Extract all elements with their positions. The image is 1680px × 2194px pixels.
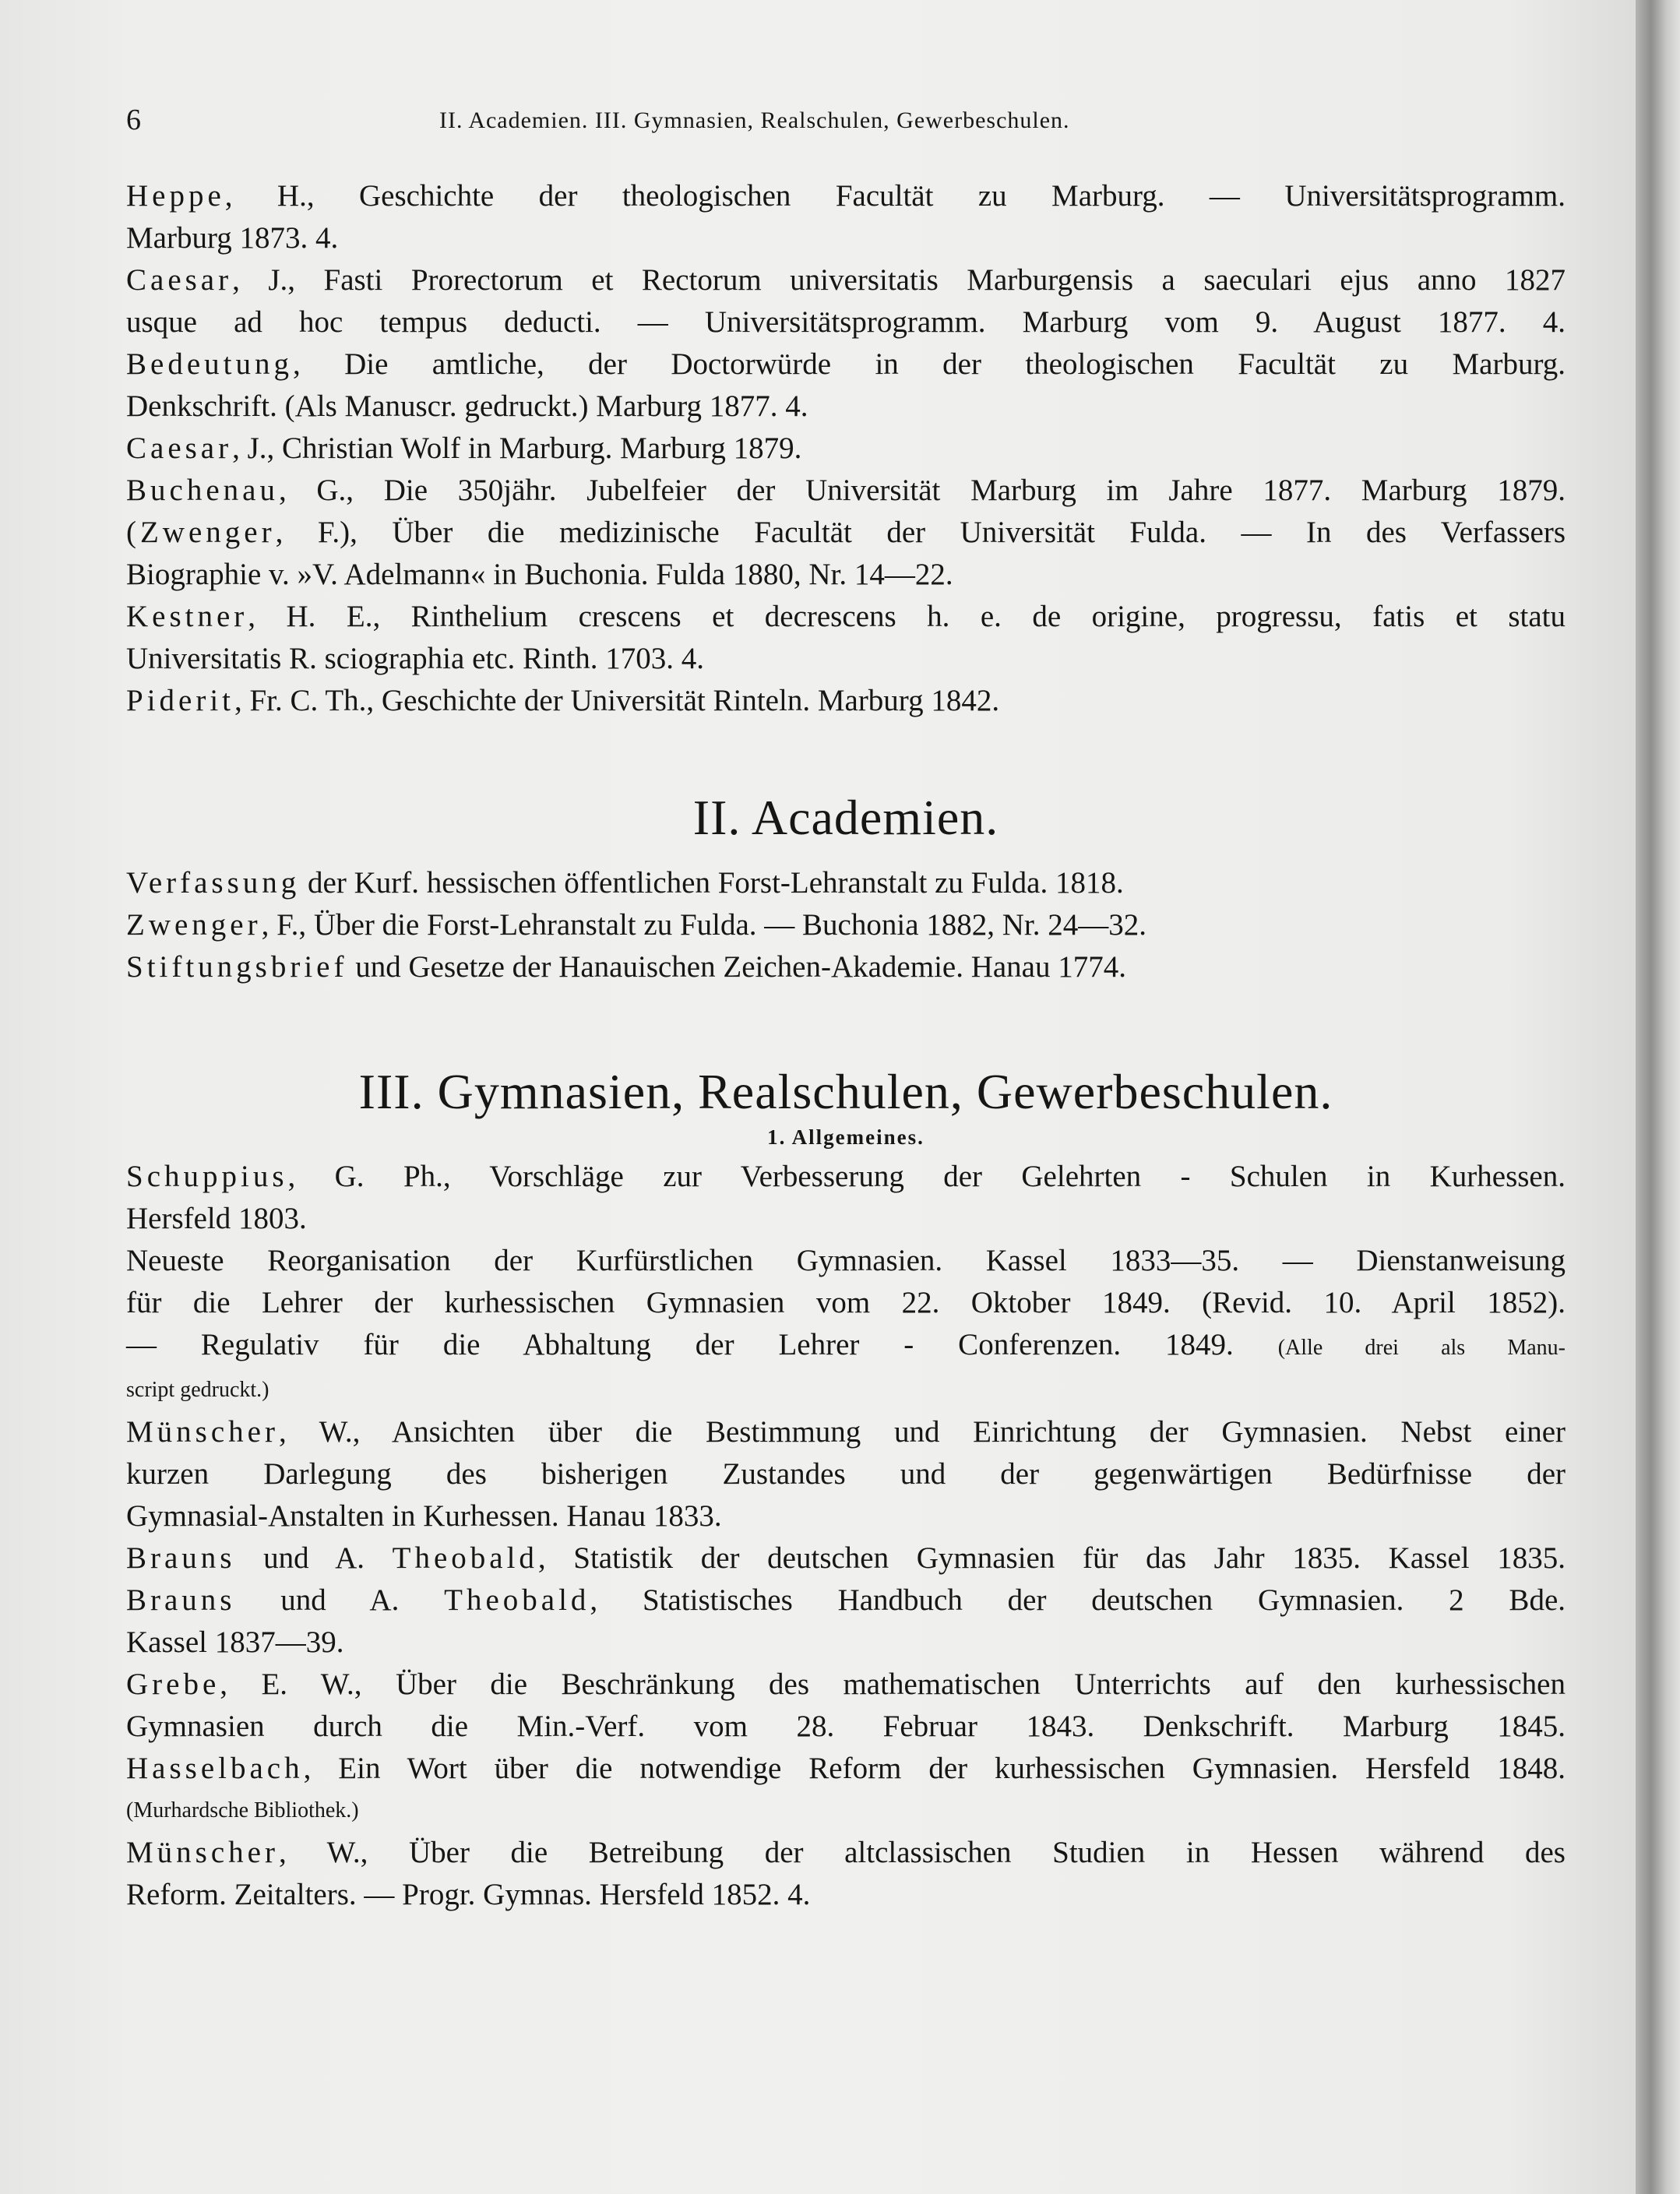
book-spine xyxy=(1636,0,1680,2194)
entry-text: Gymnasial-Anstalten in Kurhessen. Hanau 1833. xyxy=(126,1499,722,1533)
entry-author: Grebe xyxy=(126,1668,220,1701)
entry-text: usque ad hoc tempus deducti. — Universitätsprogramm. Marburg vom 9. August 1877. 4. xyxy=(126,305,1566,339)
entry-author: (Zwenger xyxy=(126,516,276,549)
entry-text: , W., Ansichten über die Bestimmung und Einrichtung der Gymnasien. Nebst einer xyxy=(278,1415,1566,1449)
bib-entry xyxy=(126,1537,1566,1579)
bib-entry xyxy=(126,1664,1566,1748)
entry-text: , Fr. C. Th., Geschichte der Universität Rinteln. Marburg 1842. xyxy=(234,684,1000,717)
bib-entry xyxy=(126,343,1566,428)
running-head: II. Academien. III. Gymnasien, Realschulen, Gewerbeschulen. xyxy=(439,107,1070,133)
entry-text: , J., Christian Wolf in Marburg. Marburg 1879. xyxy=(232,431,802,465)
entry-text: Denkschrift. (Als Manuscr. gedruckt.) Marburg 1877. 4. xyxy=(126,389,808,423)
entry-text: , H., Geschichte der theologischen Facultät zu Marburg. — Universitätsprogramm. xyxy=(224,179,1566,213)
entry-author: Kestner xyxy=(126,600,248,633)
entry-author: Piderit xyxy=(126,684,234,717)
entry-text: Gymnasien durch die Min.-Verf. vom 28. Februar 1843. Denkschrift. Marburg 1845. xyxy=(126,1710,1566,1743)
entry-text: und A. xyxy=(235,1583,445,1617)
bib-entry xyxy=(126,1748,1566,1832)
entry-author: Zwenger xyxy=(126,908,262,942)
entry-text: , E. W., Über die Beschränkung des mathematischen Unterrichts auf den kurhessischen xyxy=(220,1668,1566,1701)
entry-text: Neueste Reorganisation der Kurfürstlichen Gymnasien. Kassel 1833—35. — Dienstanweisung xyxy=(126,1244,1566,1277)
entry-text: kurzen Darlegung des bisherigen Zustandes und der gegenwärtigen Bedürfnisse der xyxy=(126,1457,1566,1491)
entry-text: , Ein Wort über die notwendige Reform der kurhessischen Gymnasien. Hersfeld 1848. xyxy=(303,1752,1566,1785)
entry-text: — Regulativ für die Abhaltung der Lehrer - Conferenzen. 1849. xyxy=(126,1328,1234,1361)
entry-author: Theobald xyxy=(392,1541,538,1575)
entry-author: Caesar xyxy=(126,431,233,465)
section-heading-gymnasien: III. Gymnasien, Realschulen, Gewerbeschulen. xyxy=(358,1064,1333,1119)
subsection-heading: 1. Allgemeines. xyxy=(767,1125,925,1149)
entry-author: Theobald xyxy=(444,1583,590,1617)
bib-entry xyxy=(126,1156,1566,1240)
entry-text: , F., Über die Forst-Lehranstalt zu Fulda. — Buchonia 1882, Nr. 24—32. xyxy=(261,908,1146,942)
entry-text: und A. xyxy=(235,1541,393,1575)
entry-text: , G., Die 350jähr. Jubelfeier der Universität Marburg im Jahre 1877. Marburg 1879. xyxy=(278,474,1566,507)
bib-entry xyxy=(126,470,1566,512)
page-header xyxy=(126,103,1567,142)
bib-entry xyxy=(126,428,1566,470)
bib-entry xyxy=(126,946,1566,988)
section-heading-academien: II. Academien. xyxy=(692,790,999,845)
bib-entry xyxy=(126,512,1566,596)
entry-note: script gedruckt.) xyxy=(126,1378,269,1402)
entry-author: Stiftungsbrief xyxy=(126,950,348,984)
entry-text: Universitatis R. sciographia etc. Rinth. 1703. 4. xyxy=(126,642,704,675)
entry-text: , Statistisches Handbuch der deutschen Gymnasien. 2 Bde. xyxy=(590,1583,1566,1617)
entry-author: Verfassung xyxy=(126,866,301,900)
entry-author: Brauns xyxy=(126,1541,236,1575)
entry-text: Marburg 1873. 4. xyxy=(126,221,339,255)
entry-author: Hasselbach xyxy=(126,1752,304,1785)
entry-text: , J., Fasti Prorectorum et Rectorum universitatis Marburgensis a saeculari ejus anno 1827 xyxy=(232,263,1566,297)
bib-entry xyxy=(126,1832,1566,1916)
bib-entry xyxy=(126,862,1566,904)
entry-text: Hersfeld 1803. xyxy=(126,1202,307,1235)
entry-author: Münscher xyxy=(126,1415,279,1449)
bib-entry xyxy=(126,175,1566,259)
entry-text: , G. Ph., Vorschläge zur Verbesserung der Gelehrten - Schulen in Kurhessen. xyxy=(287,1160,1566,1193)
bib-entry xyxy=(126,904,1566,946)
entry-author: Buchenau xyxy=(126,474,279,507)
entry-text: für die Lehrer der kurhessischen Gymnasien vom 22. Oktober 1849. (Revid. 10. April 1852). xyxy=(126,1286,1566,1319)
entry-text: , Statistik der deutschen Gymnasien für das Jahr 1835. Kassel 1835. xyxy=(537,1541,1566,1575)
entry-author: Schuppius xyxy=(126,1160,288,1193)
page-number: 6 xyxy=(126,104,141,136)
entry-note: (Alle drei als Manu- xyxy=(1277,1336,1566,1360)
entry-note: (Murhardsche Bibliothek.) xyxy=(126,1798,359,1822)
entry-author: Münscher xyxy=(126,1836,279,1869)
bib-entry xyxy=(126,680,1566,722)
bib-entry xyxy=(126,1240,1566,1411)
entry-text: Biographie v. »V. Adelmann« in Buchonia. Fulda 1880, Nr. 14—22. xyxy=(126,558,953,591)
entry-text: , F.), Über die medizinische Facultät der Universität Fulda. — In des Verfassers xyxy=(275,516,1566,549)
entry-author: Bedeutung xyxy=(126,347,293,381)
bib-entry xyxy=(126,596,1566,680)
entry-author: Heppe xyxy=(126,179,225,213)
entry-text: der Kurf. hessischen öffentlichen Forst-Lehranstalt zu Fulda. 1818. xyxy=(300,866,1124,900)
page-content xyxy=(126,175,1566,1916)
entry-author: Caesar xyxy=(126,263,233,297)
entry-text: , Die amtliche, der Doctorwürde in der theologischen Facultät zu Marburg. xyxy=(292,347,1566,381)
bib-entry xyxy=(126,1579,1566,1664)
bib-entry xyxy=(126,1411,1566,1537)
entry-text: Reform. Zeitalters. — Progr. Gymnas. Hersfeld 1852. 4. xyxy=(126,1878,811,1911)
entry-text: und Gesetze der Hanauischen Zeichen-Akademie. Hanau 1774. xyxy=(347,950,1126,984)
bib-entry xyxy=(126,259,1566,343)
entry-text: , W., Über die Betreibung der altclassischen Studien in Hessen während des xyxy=(278,1836,1566,1869)
entry-text: , H. E., Rinthelium crescens et decrescens h. e. de origine, progressu, fatis et statu xyxy=(248,600,1566,633)
entry-author: Brauns xyxy=(126,1583,236,1617)
entry-text: Kassel 1837—39. xyxy=(126,1625,344,1659)
